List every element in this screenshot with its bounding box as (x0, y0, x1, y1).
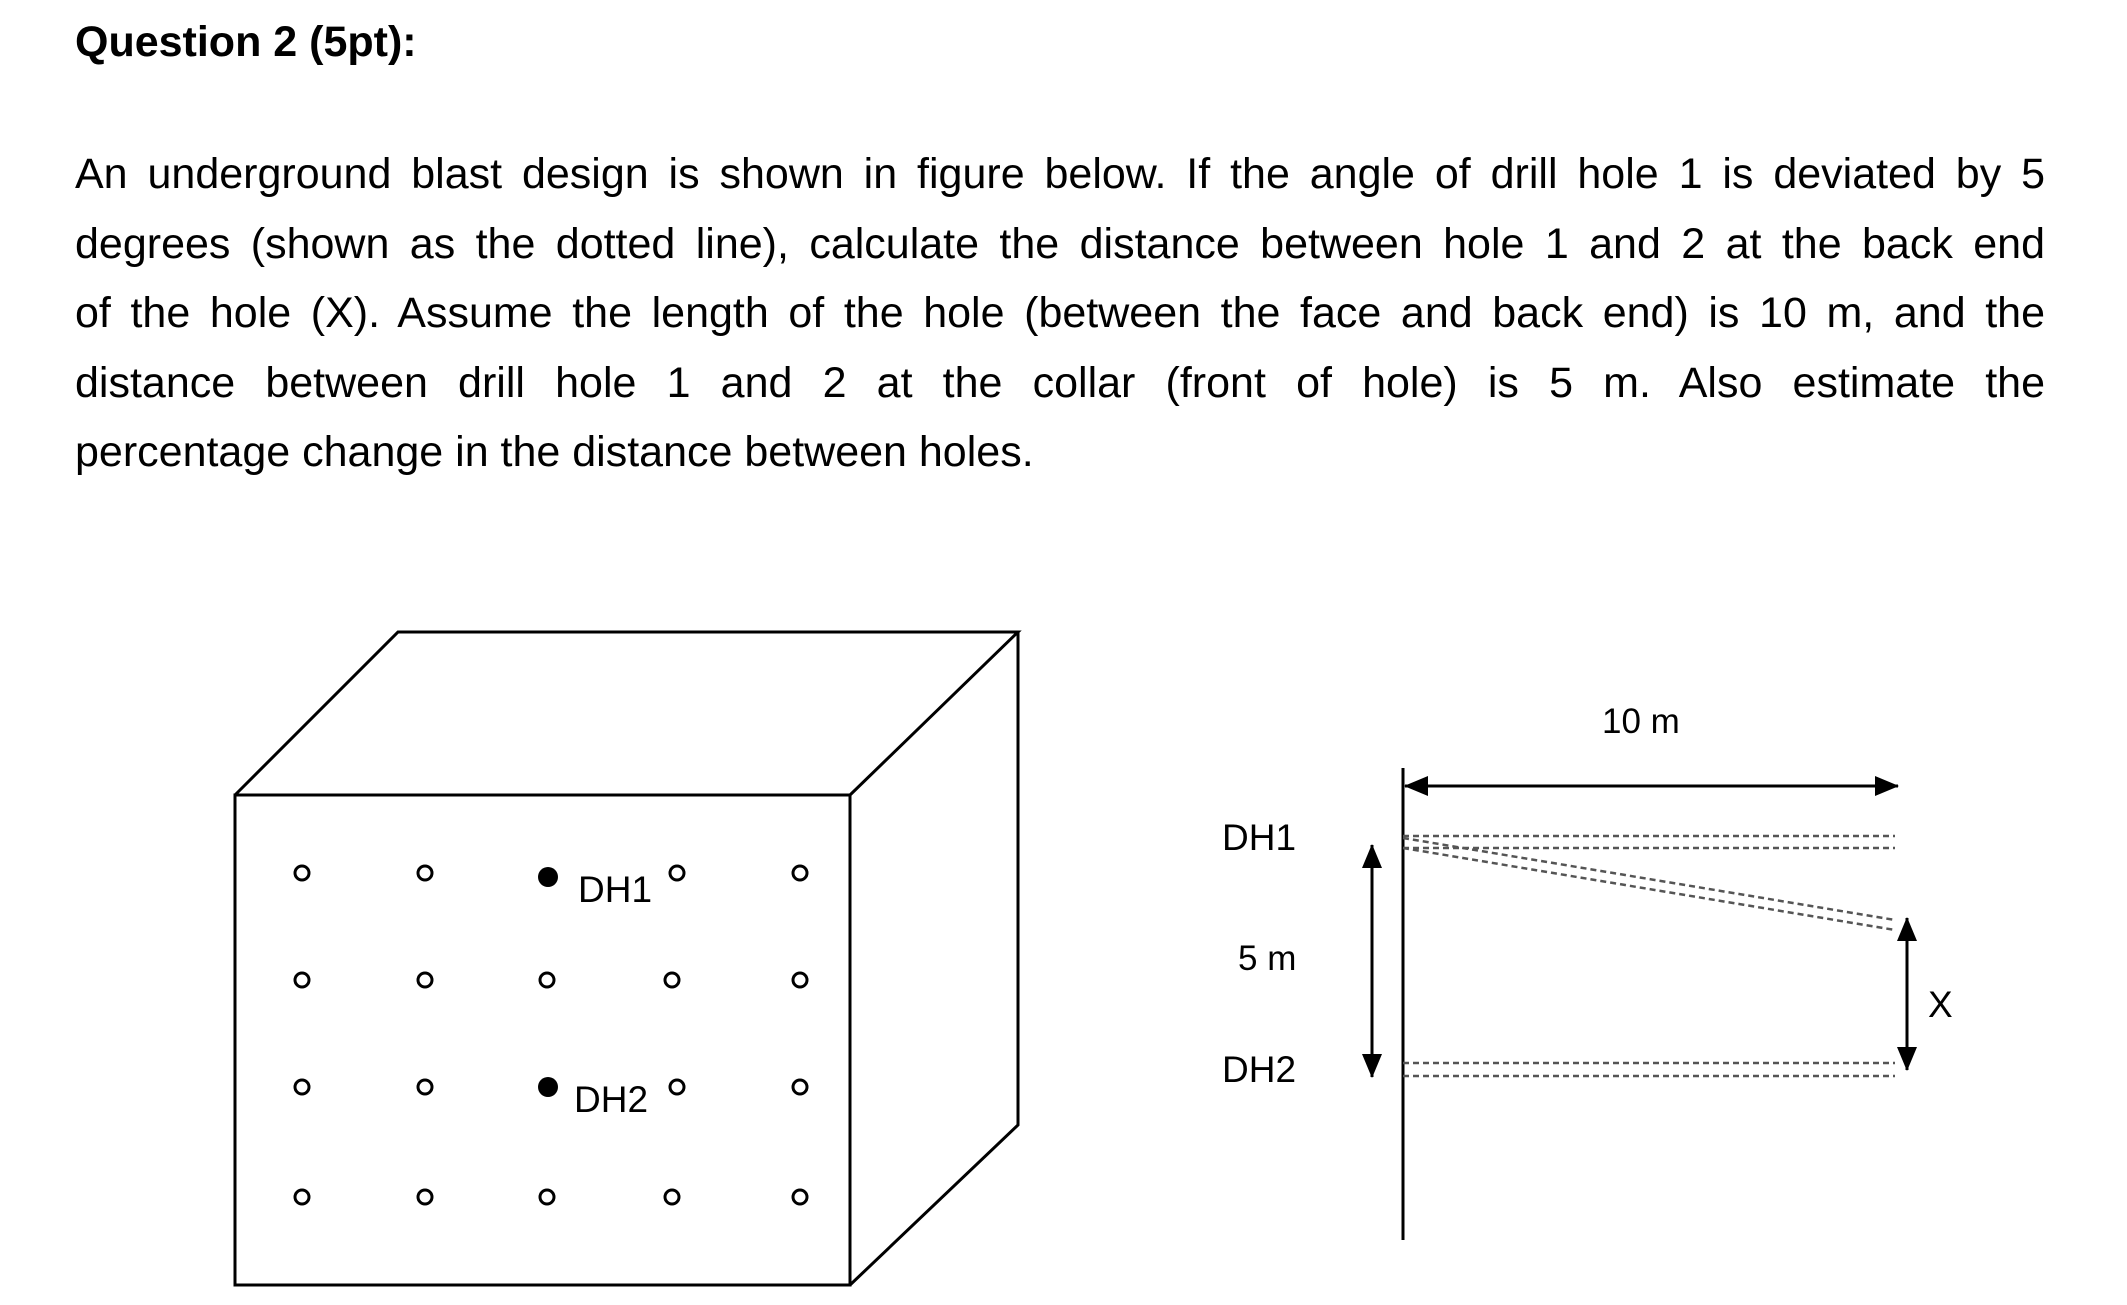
question-line: An underground blast design is shown in figure below. If the angle of drill hole 1 is deviated by 5 (75, 150, 2045, 198)
blast-hole (670, 1080, 684, 1094)
rock-block (235, 632, 1018, 1285)
blast-hole (793, 973, 807, 987)
dh2-label-left: DH2 (574, 1079, 649, 1120)
drill-hole-1-marker (538, 867, 558, 887)
blast-hole (793, 1080, 807, 1094)
dh1-label-left: DH1 (578, 869, 653, 910)
x-label: X (1928, 984, 1953, 1025)
blast-hole (418, 1190, 432, 1204)
blast-hole (418, 973, 432, 987)
blast-hole (418, 866, 432, 880)
blast-hole (665, 973, 679, 987)
dh1-deviated-hole (1403, 838, 1895, 920)
dh2-label-right: DH2 (1222, 1049, 1297, 1090)
block-right-face (850, 632, 1018, 1285)
question-line: percentage change in the distance between holes. (75, 428, 1034, 476)
hole-pattern (295, 866, 807, 1204)
question-title: Question 2 (5pt): (75, 18, 417, 66)
dh1-deviated-hole (1403, 848, 1895, 930)
block-front-face (235, 795, 850, 1285)
question-line: of the hole (X). Assume the length of the hole (between the face and back end) is 10 m, and the (75, 289, 2045, 337)
blast-hole (295, 1080, 309, 1094)
length-label: 10 m (1602, 702, 1680, 741)
blast-hole (540, 973, 554, 987)
drill-hole-2-marker (538, 1077, 558, 1097)
side-view (1222, 702, 1953, 1240)
question-line: distance between drill hole 1 and 2 at the collar (front of hole) is 5 m. Also estimate the (75, 358, 2045, 407)
dh1-label-right: DH1 (1222, 817, 1297, 858)
blast-hole (793, 1190, 807, 1204)
blast-hole (540, 1190, 554, 1204)
question-line: degrees (shown as the dotted line), calculate the distance between hole 1 and 2 at the back end (75, 219, 2045, 268)
blast-hole (295, 1190, 309, 1204)
blast-hole (295, 866, 309, 880)
spacing-label: 5 m (1238, 939, 1297, 978)
blast-hole (793, 866, 807, 880)
block-top-face (235, 632, 1018, 795)
blast-hole (670, 866, 684, 880)
blast-hole (418, 1080, 432, 1094)
blast-hole (295, 973, 309, 987)
blast-hole (665, 1190, 679, 1204)
